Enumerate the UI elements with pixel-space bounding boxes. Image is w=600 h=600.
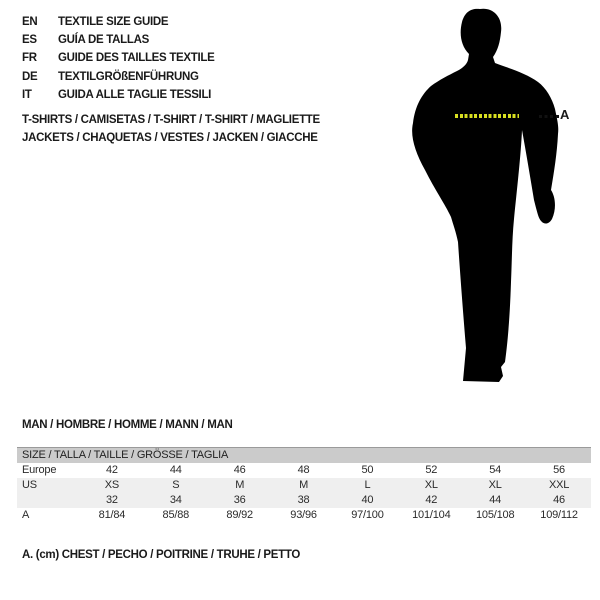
size-cell: 109/112: [540, 509, 578, 521]
size-cell: 46: [553, 494, 565, 506]
figure-area: [405, 4, 580, 394]
size-cell: 52: [425, 464, 438, 476]
size-cell: XS: [104, 479, 120, 491]
row-label: A: [22, 509, 30, 521]
language-code: DE: [22, 70, 38, 83]
size-cell: 40: [361, 494, 374, 506]
size-cell: XXL: [548, 479, 570, 491]
chest-measure-dashed-line: [455, 114, 519, 118]
size-cell: 48: [297, 464, 310, 476]
size-cell: XL: [424, 479, 438, 491]
language-title: TEXTILE SIZE GUIDE: [58, 16, 169, 29]
table-row-uk: [17, 493, 591, 508]
section-title-man: MAN / HOMBRE / HOMME / MANN / MAN: [22, 419, 233, 431]
size-cell: 54: [489, 464, 502, 476]
language-code: FR: [22, 52, 37, 65]
language-row-it: [22, 86, 215, 104]
size-cell: M: [235, 479, 245, 491]
measurement-footnote: A. (cm) CHEST / PECHO / POITRINE / TRUHE / PETTO: [22, 549, 301, 561]
category-tshirts: T-SHIRTS / CAMISETAS / T-SHIRT / T-SHIRT / MAGLIETTE: [22, 114, 320, 127]
size-cell: 32: [106, 494, 118, 506]
table-row-chest-a: [17, 508, 591, 523]
size-cell: M: [299, 479, 309, 491]
size-cell: 81/84: [98, 509, 126, 521]
size-cell: 89/92: [226, 509, 253, 521]
category-jackets: JACKETS / CHAQUETAS / VESTES / JACKEN / GIACCHE: [22, 132, 318, 145]
garment-categories: [22, 111, 320, 147]
size-cell: 56: [553, 464, 565, 476]
size-table: [17, 447, 591, 523]
size-cell: 93/96: [290, 509, 317, 521]
size-cell: 42: [106, 464, 118, 476]
size-cell: 85/88: [162, 509, 190, 521]
man-silhouette: [405, 4, 565, 389]
language-row-fr: [22, 49, 215, 67]
measure-leader-dashed-line: [539, 115, 560, 118]
size-cell: 101/104: [412, 509, 451, 521]
man-silhouette-path: [412, 9, 558, 382]
language-row-en: [22, 13, 215, 31]
size-cell: 42: [425, 494, 438, 506]
size-cell: 36: [233, 494, 246, 506]
size-cell: 44: [489, 494, 502, 506]
language-title: GUIDA ALLE TAGLIE TESSILI: [58, 88, 212, 101]
size-cell: 34: [169, 494, 182, 506]
language-guide-list: [22, 13, 215, 104]
size-cell: 46: [233, 464, 246, 476]
row-label: Europe: [22, 464, 57, 476]
measure-label-a: A: [560, 107, 570, 122]
size-cell: L: [364, 479, 371, 491]
size-table-header: SIZE / TALLA / TAILLE / GRÖSSE / TAGLIA: [17, 447, 591, 463]
language-code: IT: [22, 88, 32, 101]
language-code: EN: [22, 16, 38, 29]
language-title: TEXTILGRÖßENFÜHRUNG: [58, 70, 199, 83]
size-cell: 44: [169, 464, 182, 476]
size-cell: 38: [297, 494, 310, 506]
language-title: GUIDE DES TAILLES TEXTILE: [58, 52, 215, 65]
language-row-es: [22, 31, 215, 49]
language-row-de: [22, 68, 215, 86]
row-label: US: [22, 479, 37, 491]
table-row-us: [17, 478, 591, 493]
size-cell: XL: [488, 479, 502, 491]
size-cell: 105/108: [476, 509, 515, 521]
size-cell: 97/100: [351, 509, 384, 521]
language-code: ES: [22, 34, 37, 47]
size-cell: S: [172, 479, 180, 491]
language-title: GUÍA DE TALLAS: [58, 34, 149, 47]
table-row-europe: [17, 463, 591, 478]
size-cell: 50: [361, 464, 374, 476]
